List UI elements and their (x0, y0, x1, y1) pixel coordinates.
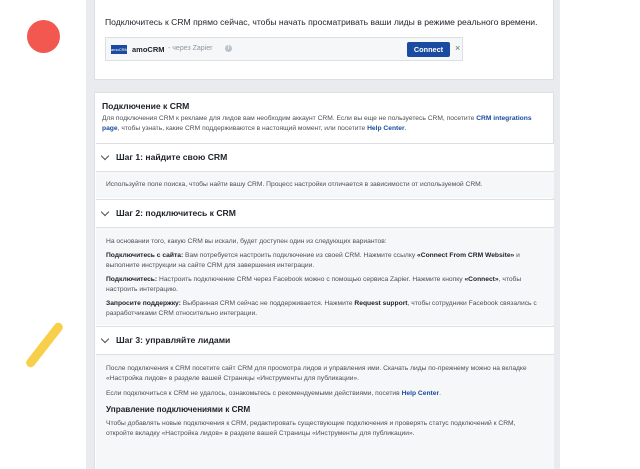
step1-body (96, 172, 554, 198)
option-text: Выбранная CRM сейчас не поддерживается. Нажмите (180, 300, 355, 307)
connect-button[interactable]: Connect (407, 42, 450, 57)
step2-intro: На основании того, какую CRM вы искали, будет доступен один из следующих вариантов: (106, 238, 387, 245)
step3-header[interactable] (96, 326, 554, 355)
decorative-yellow-stroke (24, 321, 64, 369)
connect-link: «Connect» (464, 276, 499, 283)
step3-help-text: Если подключиться к CRM не удалось, ознакомьтесь с рекомендуемыми действиями, посетив (106, 390, 402, 397)
option-connect (106, 275, 544, 295)
step3-help-text: . (439, 390, 441, 397)
option-text: , чтобы настроить интеграцию. (106, 276, 522, 293)
app-via-label: - через Zapier (168, 45, 213, 52)
decorative-red-circle (27, 20, 60, 53)
step1-header[interactable] (96, 143, 554, 172)
connect-from-crm-link: «Connect From CRM Website» (417, 252, 515, 259)
step3-title: Шаг 3: управляйте лидами (116, 335, 231, 345)
option-label: Подключитесь: (106, 276, 158, 283)
request-support-label: Request support (354, 300, 408, 307)
option-label: Подключитесь с сайта: (106, 252, 184, 259)
connect-prompt-text: Подключитесь к CRM прямо сейчас, чтобы начать просматривать ваши лиды в режиме реального времени. (105, 17, 538, 27)
step1-title: Шаг 1: найдите свою CRM (116, 152, 228, 162)
desc-text: . (404, 125, 407, 132)
manage-connections-title: Управление подключениями к CRM (106, 405, 251, 414)
chevron-down-icon (101, 335, 109, 343)
info-icon[interactable]: i (225, 45, 232, 52)
step3-body (96, 355, 554, 469)
option-text: Настроить подключение CRM через Facebook можно с помощью сервиса Zapier. Нажмите кнопку (157, 276, 465, 283)
step3-help-paragraph (106, 389, 544, 399)
desc-text: , чтобы узнать, какие CRM поддерживаются в настоящий момент, или посетите (117, 125, 368, 132)
option-text: , чтобы сотрудники Facebook связались с разработчиками CRM относительно интеграции. (106, 300, 537, 317)
step2-header[interactable] (96, 199, 554, 228)
connect-crm-card (94, 0, 554, 80)
crm-connection-card (94, 92, 554, 469)
close-icon[interactable]: × (455, 43, 461, 53)
option-text: и выполните инструкции на сайте CRM для завершения интеграции. (106, 252, 520, 269)
help-center-link[interactable]: Help Center (367, 125, 405, 132)
crm-description (102, 114, 542, 134)
step2-body (96, 228, 554, 325)
step3-paragraph: После подключения к CRM посетите сайт CRM для просмотра лидов и управления ими. Скачать лиды по-прежнему можно на вкладке «Настройка лидов» в разделе вашей Страницы «Инструменты для публикации». (106, 365, 527, 382)
app-name: amoCRM (132, 45, 165, 54)
chevron-down-icon (101, 208, 109, 216)
option-connect-from-site (106, 251, 544, 271)
section-title: Подключение к CRM (102, 101, 190, 111)
step2-title: Шаг 2: подключитесь к CRM (116, 208, 236, 218)
option-label: Запросите поддержку: (106, 300, 181, 307)
manage-connections-text: Чтобы добавлять новые подключения к CRM, редактировать существующие подключения и проверять статус подключений к CRM, откройте вкладку «Настройка лидов» в разделе вашей Страницы «Инструменты для публикации». (106, 420, 516, 437)
amocrm-logo-icon: amoCRM (111, 47, 128, 52)
step1-text: Используйте поле поиска, чтобы найти вашу CRM. Процесс настройки отличается в зависимости от используемой CRM. (106, 181, 483, 188)
option-text: Вам потребуется настроить подключение из своей CRM. Нажмите ссылку (183, 252, 418, 259)
crm-app-row (105, 37, 463, 61)
chevron-down-icon (101, 152, 109, 160)
help-center-link[interactable]: Help Center (401, 390, 440, 397)
desc-text: Для подключения CRM к рекламе для лидов вам необходим аккаунт CRM. Если вы еще не пользуетесь CRM, посетите (102, 115, 477, 122)
crm-integrations-link[interactable]: CRM integrations page (102, 115, 532, 132)
settings-panel (86, 0, 560, 469)
option-request-support (106, 299, 544, 319)
